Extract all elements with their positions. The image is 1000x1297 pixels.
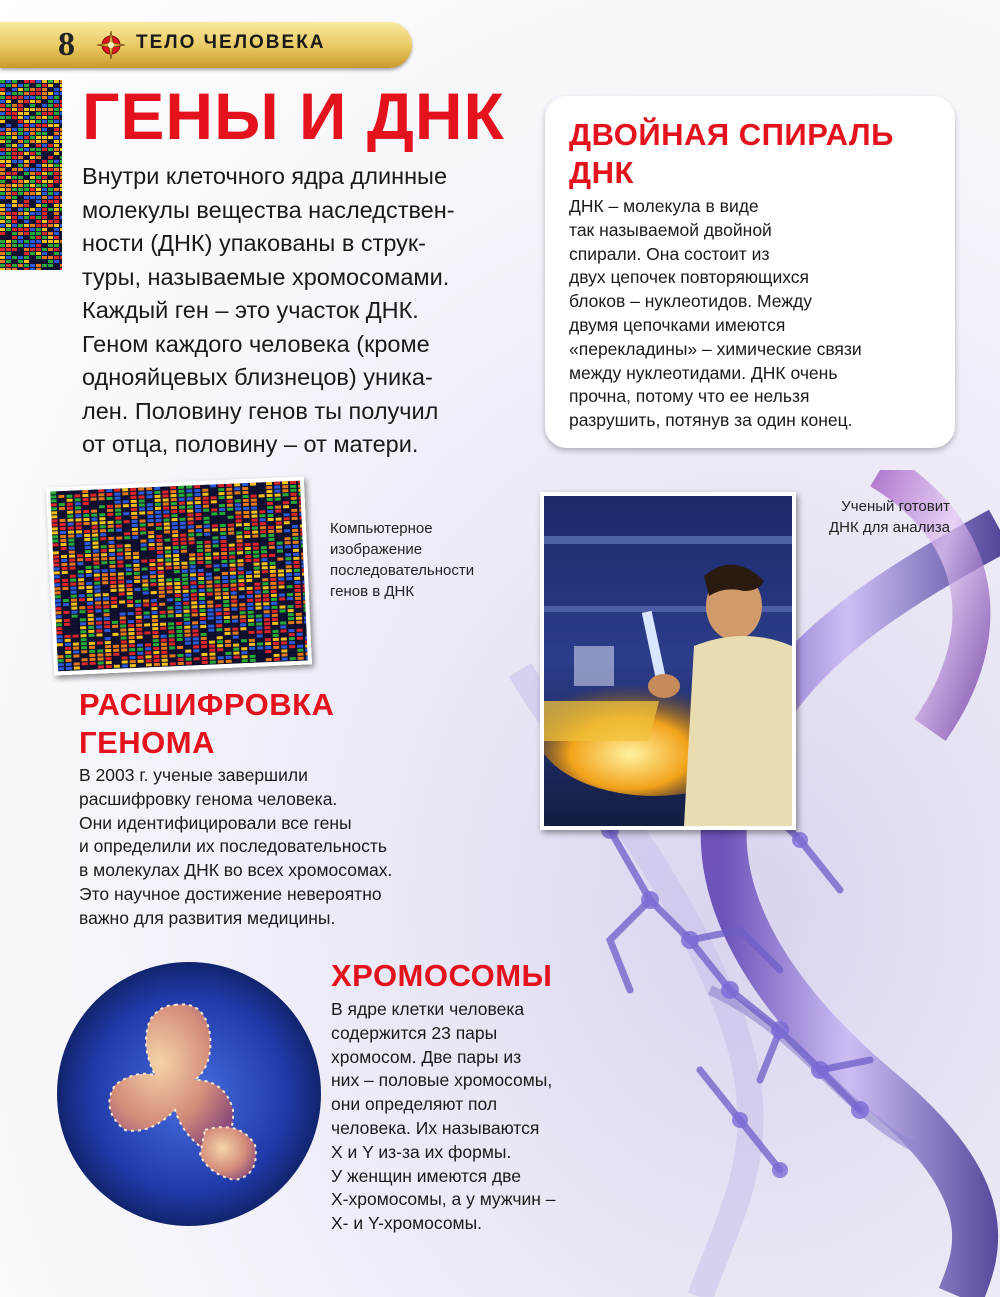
page-number: 8	[58, 26, 75, 63]
compass-star-icon	[96, 30, 126, 60]
decoding-line: в молекулах ДНК во всех хромосомах.	[79, 860, 393, 881]
chromosomes-line: Х- и Y-хромосомы.	[331, 1213, 483, 1234]
decoding-line: Они идентифицировали все гены	[79, 812, 352, 833]
chromosomes-line: В ядре клетки человека	[331, 999, 525, 1019]
decoding-line: и определили их последовательность	[79, 836, 388, 857]
caption-line: изображение	[330, 541, 423, 558]
decoding-line: Это научное достижение невероятно	[79, 883, 382, 904]
decoding-title-line: ГЕНОМА	[79, 725, 215, 760]
helix-box-title	[569, 116, 894, 192]
caption-line: генов в ДНК	[330, 583, 415, 600]
gene-sequence-image	[46, 476, 312, 675]
intro-line: однояйцевых близнецов) уника-	[82, 364, 433, 390]
helix-box-line: «перекладины» – химические связи	[569, 338, 862, 359]
page-title: ГЕНЫ И ДНК	[82, 79, 505, 153]
chromosomes-line: они определяют пол	[331, 1094, 498, 1115]
decoding-title	[79, 686, 334, 762]
helix-box-line: прочна, потому что ее нельзя	[569, 386, 810, 407]
chromosomes-line: хромосом. Две пары из	[331, 1046, 522, 1067]
chromosomes-title: ХРОМОСОМЫ	[331, 958, 553, 993]
gene-image-caption	[330, 518, 474, 602]
helix-box-line: спирали. Она состоит из	[569, 243, 770, 264]
helix-box-line: разрушить, потянув за один конец.	[569, 410, 853, 431]
intro-line: от отца, половину – от матери.	[82, 431, 419, 457]
helix-box-line: между нуклеотидами. ДНК очень	[569, 362, 838, 383]
gene-sequence-strip	[0, 80, 62, 270]
chromosomes-line: содержится 23 пары	[331, 1022, 498, 1043]
intro-line: молекулы вещества наследствен-	[82, 196, 455, 223]
intro-line: туры, называемые хромосомами.	[82, 263, 450, 290]
intro-paragraph	[82, 160, 522, 462]
intro-line: ности (ДНК) упакованы в струк-	[82, 230, 427, 256]
intro-line: Геном каждого человека (кроме	[82, 330, 430, 357]
helix-box-title-line: ДВОЙНАЯ СПИРАЛЬ	[569, 117, 894, 152]
chromosomes-line: У женщин имеются две	[331, 1165, 522, 1186]
helix-box-text	[569, 195, 862, 433]
helix-box-title-line: ДНК	[569, 155, 634, 190]
chromosomes-line: Х-хромосомы, а у мужчин –	[331, 1189, 556, 1210]
decoding-title-line: РАСШИФРОВКА	[79, 687, 335, 722]
caption-line: Ученый готовит	[841, 498, 950, 515]
scientist-photo	[540, 492, 796, 830]
helix-box-line: двух цепочек повторяющихся	[569, 267, 810, 288]
chromosomes-text	[331, 998, 556, 1236]
chromosome-image	[55, 960, 323, 1228]
helix-box-line: ДНК – молекула в виде	[569, 196, 759, 216]
caption-line: ДНК для анализа	[828, 519, 950, 536]
helix-box-line: так называемой двойной	[569, 219, 772, 240]
section-title: ТЕЛО ЧЕЛОВЕКА	[136, 32, 326, 53]
intro-line: Каждый ген – это участок ДНК.	[82, 297, 419, 323]
caption-line: Компьютерное	[330, 520, 433, 537]
helix-box-line: блоков – нуклеотидов. Между	[569, 291, 813, 312]
decoding-line: В 2003 г. ученые завершили	[79, 765, 308, 785]
helix-box-line: двумя цепочками имеются	[569, 314, 786, 335]
decoding-line: важно для развития медицины.	[79, 907, 336, 928]
chromosomes-line: X и Y из-за их формы.	[331, 1141, 512, 1162]
chromosomes-line: человека. Их называются	[331, 1117, 540, 1138]
photo-caption	[829, 496, 950, 538]
chromosomes-line: них – половые хромосомы,	[331, 1070, 553, 1091]
decoding-line: расшифровку генома человека.	[79, 788, 338, 809]
caption-line: последовательности	[330, 562, 475, 579]
intro-line: лен. Половину генов ты получил	[82, 397, 439, 424]
intro-line: Внутри клеточного ядра длинные	[82, 163, 448, 189]
decoding-text	[79, 764, 392, 931]
